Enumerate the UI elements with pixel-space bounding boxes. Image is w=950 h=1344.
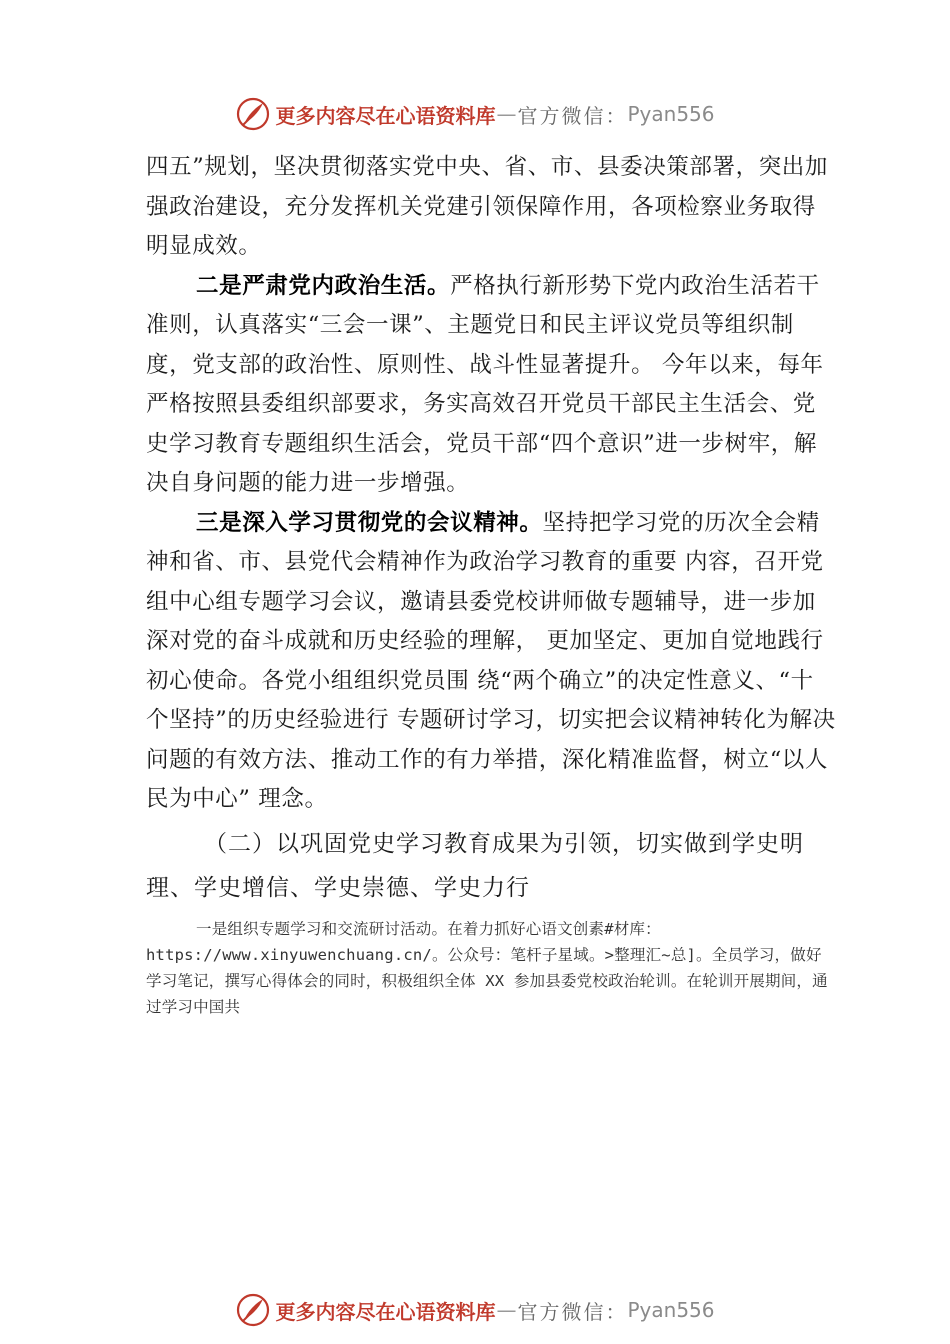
paragraph-text: 四五”规划，坚决贯彻落实党中央、省、市、县委决策部署，突出加强政治建设，充分发挥机关党建引领保障作用，各项检察业务取得明显成效。: [146, 154, 829, 259]
paragraph-continued: [146, 148, 836, 267]
paragraph-text: 严格执行新形势下党内政治生活若干准则，认真落实“三会一课”、主题党日和民主评议党员等组织制度，党支部的政治性、原则性、战斗性显著提升。 今年以来，每年严格按照县委组织部要求，务实高效召开党员干部民主生活会、党史学习教育专题组织生活会，党员干部“四个意识”进一步树牢，解决自身问题的能力进一步增强。: [146, 272, 824, 496]
watermark-wechat-label: 官方微信：: [517, 1299, 628, 1324]
paragraph-meeting-spirit: [146, 504, 836, 820]
watermark-library-text: 更多内容尽在心语资料库: [275, 1299, 496, 1324]
paragraph-lead: 三是深入学习贯彻党的会议精神。: [196, 509, 543, 536]
watermark-separator: —: [496, 1298, 517, 1322]
small-paragraph: 一是组织专题学习和交流研讨活动。在着力抓好心语文创素#材库：https://www.xinyuwenchuang.cn/。公众号：笔杆子星域。>整理汇~总]。全员学习，做好学习笔记，撰写心得体会的同时，积极组织全体 XX 参加县委党校政治轮训。在轮训开展期间，通过学习中国共: [146, 919, 828, 1016]
quill-logo-icon: [235, 1292, 271, 1328]
paragraph-text: 坚持把学习党的历次全会精神和省、市、县党代会精神作为政治学习教育的重要 内容，召开党组中心组专题学习会议，邀请县委党校讲师做专题辅导，进一步加深对党的奋斗成就和历史经验的理解， 更加坚定、更加自觉地践行初心使命。各党小组组织党员围 绕“两个确立”的决定性意义、“十个坚持”的历史经验进行 专题研讨学习，切实把会议精神转化为解决问题的有效方法、推动工作的有力举措，深化精准监督，树立“以人民为中心” 理念。: [146, 509, 836, 812]
header-watermark: [0, 94, 950, 134]
section-heading: （二）以巩固党史学习教育成果为引领，切实做到学史明理、学史增信、学史崇德、学史力行: [146, 830, 804, 901]
paragraph-lead: 二是严肃党内政治生活。: [196, 272, 451, 299]
footer-watermark: [0, 1290, 950, 1330]
watermark-separator: —: [496, 102, 517, 126]
watermark-wechat-id: Pyan556: [627, 1298, 715, 1322]
paragraph-political-life: [146, 267, 836, 504]
watermark-wechat-id: Pyan556: [627, 102, 715, 126]
quill-logo-icon: [235, 96, 271, 132]
watermark-library-text: 更多内容尽在心语资料库: [275, 103, 496, 128]
watermark-wechat-label: 官方微信：: [517, 103, 628, 128]
document-body: [146, 148, 836, 1020]
